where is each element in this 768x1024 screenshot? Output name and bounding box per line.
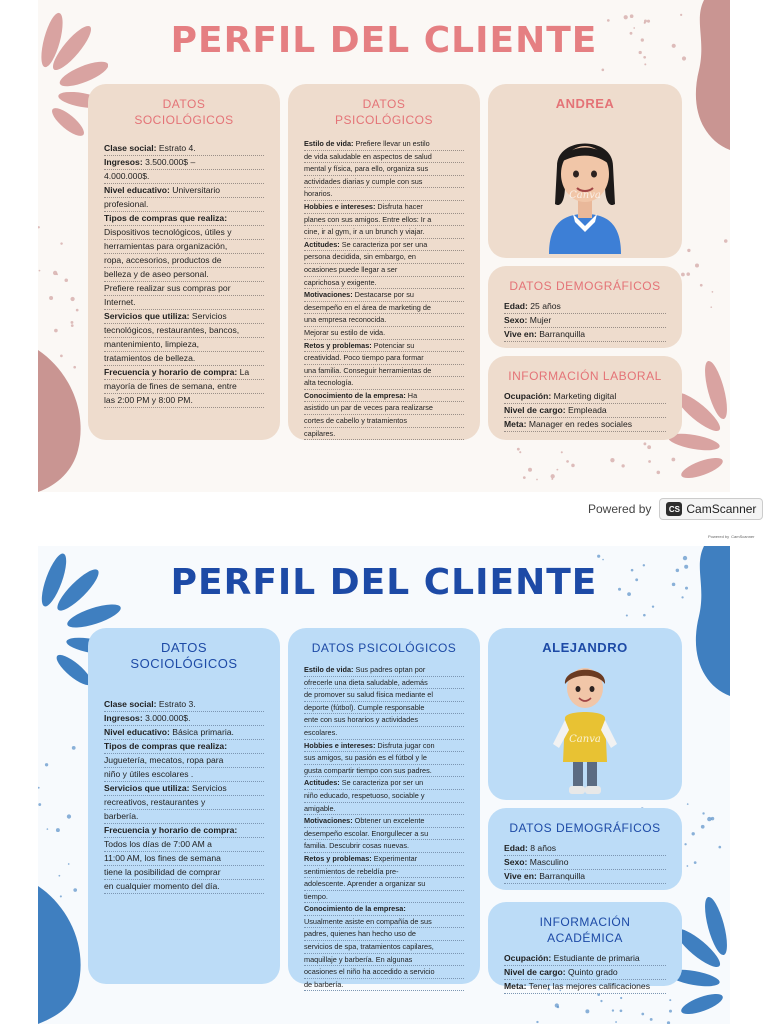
card-title: DATOS PSICOLÓGICOS bbox=[311, 641, 457, 655]
field-value: 3.500.000$ – bbox=[142, 157, 196, 167]
field-label: Estilo de vida: bbox=[304, 665, 354, 674]
field-value: Experimentar bbox=[371, 853, 418, 863]
field-label: Actitudes: bbox=[304, 239, 340, 249]
text-line bbox=[504, 842, 666, 856]
field-value: Masculino bbox=[527, 857, 569, 867]
psychological-lines bbox=[304, 138, 464, 440]
powered-by-camscanner bbox=[588, 498, 763, 520]
text-line bbox=[304, 402, 464, 415]
card-title-line2: PSICOLÓGICOS bbox=[334, 113, 434, 127]
field-value: familia. Descubrir cosas nuevas. bbox=[304, 841, 410, 851]
client-profile-sheet-alejandro bbox=[38, 546, 730, 1024]
field-value: Quinto grado bbox=[565, 967, 618, 977]
text-line bbox=[104, 338, 264, 352]
text-line bbox=[104, 740, 264, 754]
field-label: Ocupación: bbox=[504, 391, 552, 401]
field-value: desempeño escolar. Enorgullecer a su bbox=[304, 828, 429, 838]
field-value: 3.000.000$. bbox=[142, 713, 191, 723]
text-line bbox=[104, 726, 264, 740]
text-line bbox=[304, 979, 464, 992]
field-value: tiene la posibilidad de comprar bbox=[104, 867, 221, 877]
text-line bbox=[504, 314, 666, 328]
card-title: DATOS DEMOGRÁFICOS bbox=[509, 279, 661, 293]
text-line bbox=[104, 282, 264, 296]
field-label: Motivaciones: bbox=[304, 816, 353, 826]
text-line bbox=[104, 240, 264, 254]
field-value: recreativos, restaurantes y bbox=[104, 797, 206, 807]
field-label: Ingresos: bbox=[104, 157, 143, 167]
woman-avatar-icon bbox=[539, 126, 631, 254]
field-value: Estrato 3. bbox=[156, 699, 196, 709]
field-label: Frecuencia y horario de compra: bbox=[104, 825, 238, 835]
text-line bbox=[104, 156, 264, 170]
text-line bbox=[304, 765, 464, 778]
field-value: Disfruta hacer bbox=[375, 201, 423, 211]
text-line bbox=[104, 254, 264, 268]
field-label: Frecuencia y horario de compra: bbox=[104, 367, 238, 377]
text-line bbox=[504, 856, 666, 870]
field-label: Retos y problemas: bbox=[304, 853, 372, 863]
field-value: 11:00 AM, los fines de semana bbox=[104, 853, 221, 863]
avatar-card bbox=[488, 628, 682, 800]
text-line bbox=[304, 803, 464, 816]
text-line bbox=[504, 952, 666, 966]
field-value: niño educado, respetuoso, sociable y bbox=[304, 790, 425, 800]
field-value: padres, quienes han hecho uso de bbox=[304, 929, 416, 939]
field-label: Servicios que utiliza: bbox=[104, 311, 190, 321]
card-title: DATOS DEMOGRÁFICOS bbox=[509, 821, 661, 835]
field-label: Clase social: bbox=[104, 699, 157, 709]
field-value: Servicios bbox=[189, 783, 227, 793]
field-value: tratamientos de belleza. bbox=[104, 353, 196, 363]
card-title: INFORMACIÓN LABORAL bbox=[508, 369, 662, 383]
field-value: ocasiones el niño ha accedido a servicio bbox=[304, 967, 435, 977]
field-label: Motivaciones: bbox=[304, 290, 353, 300]
demographic-data-card bbox=[488, 808, 682, 890]
field-value: tiempo. bbox=[304, 891, 328, 901]
text-line bbox=[104, 394, 264, 408]
field-label: Nivel educativo: bbox=[104, 727, 170, 737]
field-value: planes con sus amigos. Entre ellos: Ir a bbox=[304, 214, 432, 224]
field-value: capilares. bbox=[304, 428, 336, 438]
field-value: Barranquilla bbox=[536, 329, 586, 339]
watermark-text: Canva bbox=[569, 190, 601, 201]
field-value: adolescente. Aprender a organizar su bbox=[304, 879, 426, 889]
text-line bbox=[304, 664, 464, 677]
field-value: mental y física, para ello, organiza sus bbox=[304, 164, 429, 174]
sociological-data-card bbox=[88, 628, 280, 984]
demographic-data-card bbox=[488, 266, 682, 348]
field-value: Prefiere llevar un estilo bbox=[353, 139, 430, 148]
field-value: tecnológicos, restaurantes, bancos, bbox=[104, 325, 240, 335]
field-label: Servicios que utiliza: bbox=[104, 783, 190, 793]
demographic-lines bbox=[504, 842, 666, 884]
field-value: cine, ir al gym, ir a un brunch y viajar. bbox=[304, 227, 425, 237]
text-line bbox=[304, 702, 464, 715]
camscanner-brand: CamScanner bbox=[686, 502, 757, 516]
mini-powered-by bbox=[708, 534, 754, 539]
psychological-data-card bbox=[288, 84, 480, 440]
text-line bbox=[304, 777, 464, 790]
field-value: una empresa reconocida. bbox=[304, 315, 387, 325]
field-value: Ha bbox=[405, 390, 418, 400]
field-label: Conocimiento de la empresa: bbox=[304, 390, 406, 400]
field-label: Hobbies e intereses: bbox=[304, 201, 376, 211]
text-line bbox=[104, 170, 264, 184]
field-value: Usualmente asiste en compañía de sus bbox=[304, 916, 432, 926]
field-value: asistido un par de veces para realizarse bbox=[304, 403, 433, 413]
field-value: ropa, accesorios, productos de bbox=[104, 255, 222, 265]
text-line bbox=[104, 754, 264, 768]
field-value: actividades diarias y cumple con sus bbox=[304, 176, 423, 186]
text-line bbox=[104, 324, 264, 338]
field-label: Retos y problemas: bbox=[304, 340, 372, 350]
field-label: Actitudes: bbox=[304, 778, 340, 788]
text-line bbox=[304, 340, 464, 353]
field-value: profesional. bbox=[104, 199, 149, 209]
text-line bbox=[304, 428, 464, 441]
camscanner-logo-icon: CS bbox=[666, 502, 682, 516]
text-line bbox=[104, 698, 264, 712]
field-value: Estrato 4. bbox=[156, 143, 196, 153]
field-value: Barranquilla bbox=[536, 871, 586, 881]
text-line bbox=[304, 866, 464, 879]
text-line bbox=[304, 163, 464, 176]
text-line bbox=[504, 870, 666, 884]
text-line bbox=[304, 878, 464, 891]
field-value: Básica primaria. bbox=[169, 727, 234, 737]
field-label: Sexo: bbox=[504, 857, 528, 867]
blob-decoration-icon bbox=[38, 886, 88, 1024]
field-value: ofrecerle una dieta saludable, además bbox=[304, 677, 428, 687]
field-value: en cualquier momento del día. bbox=[104, 881, 220, 891]
field-value: 4.000.000$. bbox=[104, 171, 150, 181]
text-line bbox=[304, 903, 464, 916]
text-line bbox=[304, 928, 464, 941]
text-line bbox=[304, 916, 464, 929]
text-line bbox=[504, 966, 666, 980]
text-line bbox=[304, 727, 464, 740]
card-title: INFORMACIÓN ACADÉMICA bbox=[539, 915, 631, 945]
psychological-lines bbox=[304, 664, 464, 991]
field-value: Juguetería, mecatos, ropa para bbox=[104, 755, 224, 765]
text-line bbox=[304, 239, 464, 252]
field-value: Mujer bbox=[527, 315, 552, 325]
text-line bbox=[104, 852, 264, 866]
field-label: Vive en: bbox=[504, 329, 537, 339]
psychological-data-card bbox=[288, 628, 480, 989]
field-value: las 2:00 PM y 8:00 PM. bbox=[104, 395, 193, 405]
boy-avatar-icon bbox=[545, 658, 625, 798]
text-line bbox=[304, 966, 464, 979]
field-label: Nivel de cargo: bbox=[504, 967, 566, 977]
field-value: Empleada bbox=[565, 405, 607, 415]
card-title-line1: DATOS bbox=[162, 97, 206, 111]
field-value: 8 años bbox=[527, 843, 557, 853]
text-line bbox=[104, 810, 264, 824]
field-value: 25 años bbox=[527, 301, 561, 311]
field-label: Tipos de compras que realiza: bbox=[104, 213, 228, 223]
academic-info-card bbox=[488, 902, 682, 991]
text-line bbox=[304, 251, 464, 264]
field-value: deporte (fútbol). Cumple responsable bbox=[304, 702, 425, 712]
field-label: Sexo: bbox=[504, 315, 528, 325]
text-line bbox=[104, 796, 264, 810]
field-value: de vida saludable en aspectos de salud bbox=[304, 151, 432, 161]
field-value: Prefiere realizar sus compras por bbox=[104, 283, 231, 293]
text-line bbox=[104, 352, 264, 366]
text-line bbox=[104, 866, 264, 880]
text-line bbox=[504, 980, 666, 994]
text-line bbox=[304, 689, 464, 702]
sociological-lines bbox=[104, 698, 264, 894]
client-profile-sheet-andrea bbox=[38, 0, 730, 492]
field-value: de promover su salud física mediante el bbox=[304, 690, 433, 700]
text-line bbox=[304, 714, 464, 727]
field-label: Conocimiento de la empresa: bbox=[304, 904, 406, 914]
field-value: desempeño en el área de marketing de bbox=[304, 302, 431, 312]
text-line bbox=[304, 415, 464, 428]
text-line bbox=[304, 815, 464, 828]
card-title-line2: SOCIOLÓGICOS bbox=[134, 113, 234, 127]
field-label: Estilo de vida: bbox=[304, 139, 354, 148]
text-line bbox=[304, 327, 464, 340]
text-line bbox=[104, 768, 264, 782]
text-line bbox=[104, 880, 264, 894]
field-value: Mejorar su estilo de vida. bbox=[304, 327, 386, 337]
field-value: servicios de spa, tratamientos capilares, bbox=[304, 942, 434, 952]
field-value: Manager en redes sociales bbox=[526, 419, 633, 429]
field-label: Hobbies e intereses: bbox=[304, 740, 376, 750]
field-label: Edad: bbox=[504, 301, 528, 311]
text-line bbox=[304, 752, 464, 765]
text-line bbox=[304, 840, 464, 853]
watermark-text: Canva bbox=[569, 734, 601, 745]
field-value: Obtener un excelente bbox=[352, 816, 425, 826]
field-label: Edad: bbox=[504, 843, 528, 853]
text-line bbox=[304, 954, 464, 967]
demographic-lines bbox=[504, 300, 666, 342]
text-line bbox=[504, 404, 666, 418]
field-value: Disfruta jugar con bbox=[375, 740, 435, 750]
text-line bbox=[304, 264, 464, 277]
persona-name: ALEJANDRO bbox=[542, 640, 628, 655]
mini-camscanner-brand: CamScanner bbox=[731, 534, 755, 539]
sociological-lines bbox=[104, 142, 264, 408]
field-value: Marketing digital bbox=[551, 391, 617, 401]
academic-lines bbox=[504, 952, 666, 994]
field-value: sentimientos de rebeldía pre- bbox=[304, 866, 399, 876]
avatar-card bbox=[488, 84, 682, 258]
page-title: PERFIL DEL CLIENTE bbox=[170, 20, 598, 61]
camscanner-badge bbox=[659, 498, 763, 520]
field-value: gusta compartir tiempo con sus padres. bbox=[304, 765, 432, 775]
text-line bbox=[304, 677, 464, 690]
text-line bbox=[304, 314, 464, 327]
text-line bbox=[304, 941, 464, 954]
field-value: Se caracteriza por ser una bbox=[339, 239, 428, 249]
mini-powered-label: Powered by bbox=[708, 534, 730, 539]
text-line bbox=[304, 853, 464, 866]
field-value: Dispositivos tecnológicos, útiles y bbox=[104, 227, 232, 237]
field-value: Potenciar su bbox=[371, 340, 415, 350]
text-line bbox=[304, 377, 464, 390]
text-line bbox=[504, 418, 666, 432]
sociological-data-card bbox=[88, 84, 280, 440]
field-value: mantenimiento, limpieza, bbox=[104, 339, 200, 349]
field-value: de barbería. bbox=[304, 979, 344, 989]
field-value: Servicios bbox=[189, 311, 227, 321]
field-value: escolares. bbox=[304, 727, 338, 737]
field-value: La bbox=[237, 367, 250, 377]
field-label: Tipos de compras que realiza: bbox=[104, 741, 228, 751]
text-line bbox=[104, 824, 264, 838]
field-label: Vive en: bbox=[504, 871, 537, 881]
card-title-line1: DATOS bbox=[362, 97, 406, 111]
text-line bbox=[104, 184, 264, 198]
field-value: horarios. bbox=[304, 189, 333, 199]
text-line bbox=[304, 302, 464, 315]
text-line bbox=[104, 782, 264, 796]
work-info-card bbox=[488, 356, 682, 440]
field-label: Meta: bbox=[504, 981, 527, 991]
text-line bbox=[304, 188, 464, 201]
field-label: Nivel educativo: bbox=[104, 185, 170, 195]
text-line bbox=[304, 201, 464, 214]
text-line bbox=[104, 838, 264, 852]
field-value: cortes de cabello y tratamientos bbox=[304, 416, 408, 426]
text-line bbox=[104, 212, 264, 226]
text-line bbox=[304, 138, 464, 151]
field-label: Meta: bbox=[504, 419, 527, 429]
field-value: ocasiones puede llegar a ser bbox=[304, 264, 398, 274]
field-value: maquillaje y barbería. En algunas bbox=[304, 954, 413, 964]
work-lines bbox=[504, 390, 666, 432]
text-line bbox=[104, 366, 264, 380]
blob-decoration-icon bbox=[38, 350, 88, 492]
field-label: Nivel de cargo: bbox=[504, 405, 566, 415]
text-line bbox=[304, 365, 464, 378]
text-line bbox=[304, 289, 464, 302]
text-line bbox=[304, 390, 464, 403]
powered-label: Powered by bbox=[588, 502, 652, 516]
field-value: Estudiante de primaria bbox=[551, 953, 640, 963]
text-line bbox=[104, 198, 264, 212]
text-line bbox=[104, 226, 264, 240]
page-title: PERFIL DEL CLIENTE bbox=[170, 562, 598, 603]
field-label: Clase social: bbox=[104, 143, 157, 153]
text-line bbox=[504, 328, 666, 342]
field-value: persona decidida, sin embargo, en bbox=[304, 252, 416, 262]
text-line bbox=[104, 310, 264, 324]
field-value: niño y útiles escolares . bbox=[104, 769, 194, 779]
field-value: creatividad. Poco tiempo para formar bbox=[304, 353, 424, 363]
field-value: herramientas para organización, bbox=[104, 241, 228, 251]
text-line bbox=[304, 176, 464, 189]
text-line bbox=[304, 226, 464, 239]
field-value: alta tecnología. bbox=[304, 378, 354, 388]
text-line bbox=[104, 142, 264, 156]
card-title-line1: DATOS bbox=[160, 640, 208, 655]
text-line bbox=[104, 712, 264, 726]
field-value: belleza y de aseo personal. bbox=[104, 269, 209, 279]
text-line bbox=[304, 151, 464, 164]
field-value: Se caracteriza por ser un bbox=[339, 778, 424, 788]
text-line bbox=[104, 268, 264, 282]
field-label: Ocupación: bbox=[504, 953, 552, 963]
text-line bbox=[504, 390, 666, 404]
field-value: Sus padres optan por bbox=[353, 665, 426, 674]
field-value: barbería. bbox=[104, 811, 139, 821]
field-value: caprichosa y exigente. bbox=[304, 277, 377, 287]
text-line bbox=[304, 828, 464, 841]
text-line bbox=[104, 296, 264, 310]
field-value: Internet. bbox=[104, 297, 136, 307]
field-value: amigable. bbox=[304, 803, 336, 813]
field-value: Universitario bbox=[169, 185, 221, 195]
card-title-line2: SOCIOLÓGICOS bbox=[130, 656, 238, 671]
field-value: Todos los días de 7:00 AM a bbox=[104, 839, 212, 849]
text-line bbox=[504, 300, 666, 314]
field-value: ente con sus horarios y actividades bbox=[304, 715, 418, 725]
text-line bbox=[104, 380, 264, 394]
field-value: sus amigos, su pasión es el fútbol y le bbox=[304, 753, 427, 763]
text-line bbox=[304, 352, 464, 365]
field-label: Ingresos: bbox=[104, 713, 143, 723]
field-value: Tener las mejores calificaciones bbox=[526, 981, 651, 991]
field-value: una familia. Conseguir herramientas de bbox=[304, 365, 432, 375]
field-value: Destacarse por su bbox=[352, 290, 414, 300]
text-line bbox=[304, 740, 464, 753]
text-line bbox=[304, 891, 464, 904]
text-line bbox=[304, 790, 464, 803]
text-line bbox=[304, 277, 464, 290]
persona-name: ANDREA bbox=[555, 96, 615, 111]
text-line bbox=[304, 214, 464, 227]
field-value: mayoría de fines de semana, entre bbox=[104, 381, 237, 391]
